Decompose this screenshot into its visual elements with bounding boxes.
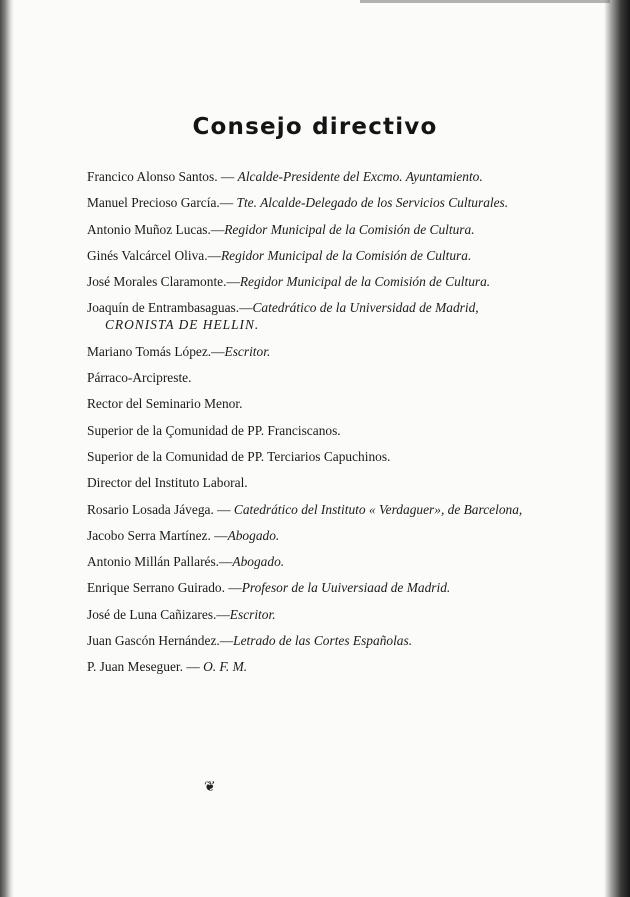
member-entry — [87, 579, 532, 596]
member-role: Regidor Municipal de la Comisión de Cultura. — [239, 274, 491, 290]
member-entry — [87, 553, 532, 570]
separator: — — [207, 247, 221, 263]
member-entry — [87, 343, 532, 360]
member-entry — [87, 299, 532, 333]
member-role: O. F. M. — [203, 659, 248, 675]
printer-ornament-icon: ❦ — [204, 780, 216, 795]
member-role: Escritor. — [224, 343, 271, 359]
member-entry — [87, 474, 532, 491]
member-list — [87, 168, 532, 685]
member-name: Francico Alonso Santos. — [87, 169, 218, 184]
member-name: José Morales Claramonte. — [87, 274, 227, 290]
separator: — — [216, 606, 230, 622]
member-entry — [87, 606, 532, 623]
separator: — — [226, 274, 240, 290]
separator: — — [224, 580, 242, 596]
member-role: Tte. Alcalde-Delegado de los Servicios Culturales. — [236, 195, 509, 211]
member-name: Antonio Millán Pallarés. — [87, 554, 220, 570]
member-name: Enrique Serrano Guirado. — [87, 580, 225, 596]
member-name: Mariano Tomás López. — [87, 343, 212, 359]
separator: — — [239, 300, 253, 316]
member-role: Regidor Municipal de la Comisión de Cultura. — [220, 247, 472, 263]
member-name: José de Luna Cañizares. — [87, 606, 217, 622]
member-role: Catedrático de la Universidad de Madrid, — [252, 300, 479, 316]
member-entry — [87, 632, 532, 649]
member-name: Rosario Losada Jávega. — [87, 501, 214, 517]
separator: — — [219, 554, 233, 570]
member-role: Escritor. — [229, 606, 276, 622]
member-entry — [87, 168, 532, 185]
member-role: Regidor Municipal de la Comisión de Cultura. — [224, 221, 475, 237]
member-entry — [87, 247, 532, 264]
member-role: Letrado de las Cortes Españolas. — [233, 633, 413, 649]
member-entry — [87, 369, 532, 386]
member-name: Rector del Seminario Menor. — [87, 396, 243, 412]
member-entry — [87, 501, 532, 518]
member-role: Abogado. — [227, 527, 280, 543]
member-name: P. Juan Meseguer. — [87, 659, 183, 675]
member-name: Joaquín de Entrambasaguas. — [87, 300, 240, 316]
member-name: Ginés Valcárcel Oliva. — [87, 247, 208, 263]
separator: — — [219, 633, 234, 649]
member-name: Juan Gascón Hernández. — [87, 633, 220, 649]
member-name: Párraco-Arcipreste. — [87, 370, 192, 386]
member-entry — [87, 194, 532, 211]
member-entry — [87, 527, 532, 544]
member-name: Director del Instituto Laboral. — [87, 475, 248, 491]
member-extra: CRONISTA DE HELLIN. — [105, 317, 260, 333]
member-name: Antonio Muñoz Lucas. — [87, 221, 211, 237]
member-role: Abogado. — [232, 554, 285, 570]
member-role: Alcalde-Presidente del Excmo. Ayuntamiento. — [237, 169, 483, 184]
separator: — — [211, 343, 225, 359]
separator: — — [217, 169, 238, 184]
page-title: Consejo directivo — [192, 114, 438, 140]
member-name: Jacobo Serra Martínez. — [87, 527, 211, 543]
separator: — — [210, 527, 228, 543]
separator: — — [213, 501, 234, 517]
member-entry — [87, 395, 532, 412]
separator: — — [182, 659, 204, 675]
member-entry — [87, 221, 532, 238]
member-entry — [87, 658, 532, 675]
member-name: Superior de la Çomunidad de PP. Franciscanos. — [87, 422, 341, 438]
separator: — — [219, 195, 237, 211]
member-name: Superior de la Comunidad de PP. Terciarios Capuchinos. — [87, 448, 391, 464]
member-entry — [87, 448, 532, 465]
member-name: Manuel Precioso García. — [87, 195, 220, 211]
scan-shadow-top — [360, 0, 610, 3]
member-role: Catedrático del Instituto « Verdaguer», de Barcelona, — [233, 501, 523, 517]
separator: — — [210, 221, 225, 237]
member-entry — [87, 422, 532, 439]
member-entry — [87, 273, 532, 290]
member-role: Profesor de la Uuiversiaad de Madrid. — [241, 580, 451, 596]
